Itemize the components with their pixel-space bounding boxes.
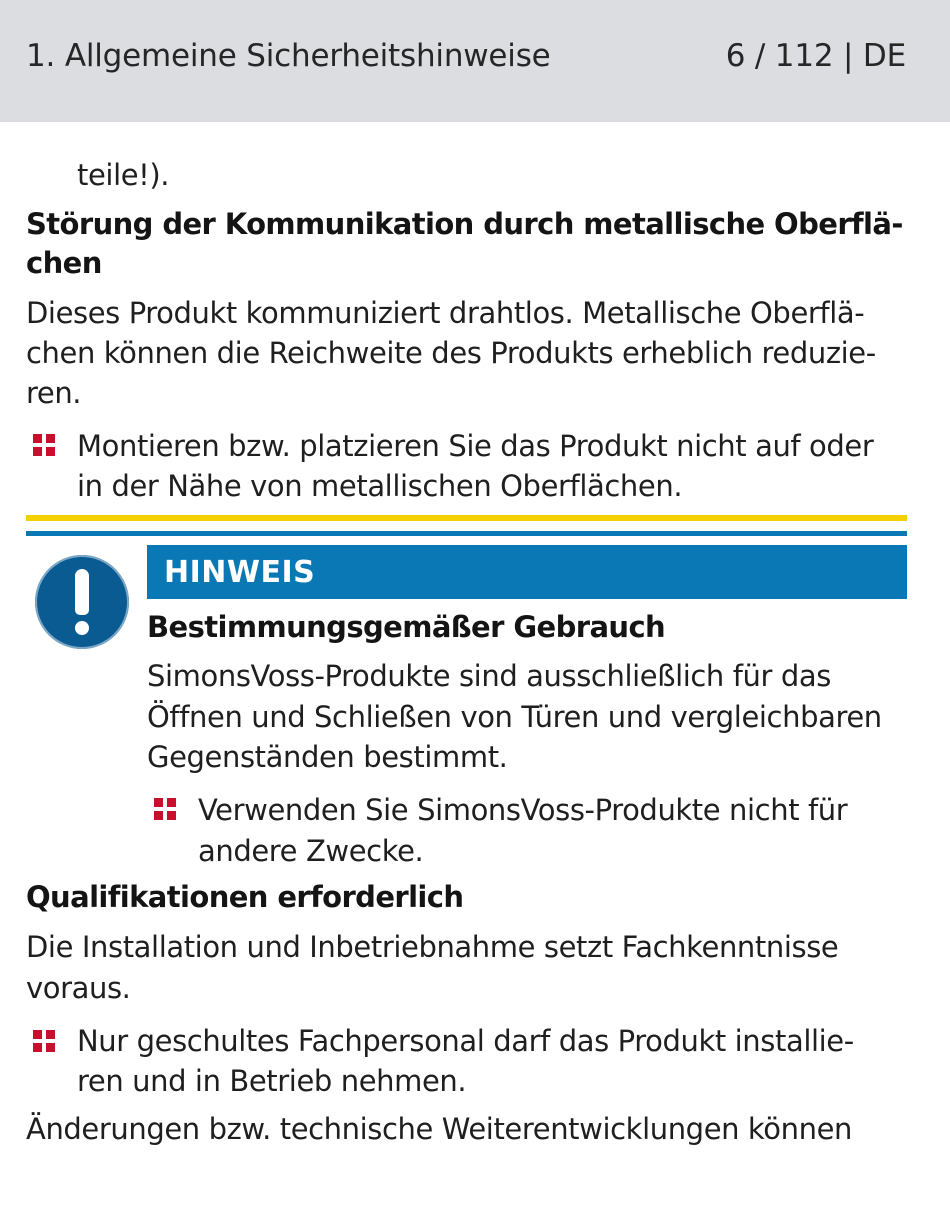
trailing-paragraph-line: Änderungen bzw. technische Weiterentwicklungen können (26, 1112, 853, 1146)
metal-paragraph-line1: Dieses Produkt kommuniziert drahtlos. Metallische Oberflä- (26, 296, 865, 330)
section-title: 1. Allgemeine Sicherheitshinweise (26, 38, 551, 74)
notice-paragraph-line1: SimonsVoss-Produkte sind ausschließlich für das (147, 659, 831, 693)
continued-text: teile!). (77, 158, 170, 192)
qualification-heading: Qualifikationen erforderlich (26, 880, 464, 914)
notice-top-rule-blue (26, 531, 907, 536)
metal-heading-line2: chen (26, 246, 102, 280)
page-header (0, 0, 950, 122)
qualification-bullet-line1: Nur geschultes Fachpersonal darf das Produkt installie- (77, 1024, 854, 1058)
notice-bullet-line2: andere Zwecke. (198, 834, 424, 868)
page-number: 6 / 112 | DE (725, 38, 906, 74)
qualification-paragraph-line1: Die Installation und Inbetriebnahme setzt Fachkenntnisse (26, 930, 839, 964)
metal-bullet-line1: Montieren bzw. platzieren Sie das Produkt nicht auf oder (77, 429, 874, 463)
qualification-bullet-line2: ren und in Betrieb nehmen. (77, 1064, 467, 1098)
metal-heading-line1: Störung der Kommunikation durch metallische Oberflä- (26, 207, 903, 241)
red-bullet-icon (33, 434, 55, 456)
notice-heading: Bestimmungsgemäßer Gebrauch (147, 610, 666, 644)
notice-label: HINWEIS (164, 555, 316, 590)
exclamation-circle-icon (35, 555, 129, 649)
red-bullet-icon (154, 798, 176, 820)
notice-paragraph-line3: Gegenständen bestimmt. (147, 740, 508, 774)
notice-top-rule-yellow (26, 515, 907, 521)
notice-label-bar (147, 545, 907, 599)
notice-paragraph-line2: Öffnen und Schließen von Türen und vergleichbaren (147, 700, 882, 734)
red-bullet-icon (33, 1030, 55, 1052)
notice-bullet-line1: Verwenden Sie SimonsVoss-Produkte nicht für (198, 793, 848, 827)
metal-bullet-line2: in der Nähe von metallischen Oberflächen. (77, 469, 683, 503)
qualification-paragraph-line2: voraus. (26, 971, 131, 1005)
metal-paragraph-line2: chen können die Reichweite des Produkts erheblich reduzie- (26, 336, 876, 370)
metal-paragraph-line3: ren. (26, 376, 82, 410)
